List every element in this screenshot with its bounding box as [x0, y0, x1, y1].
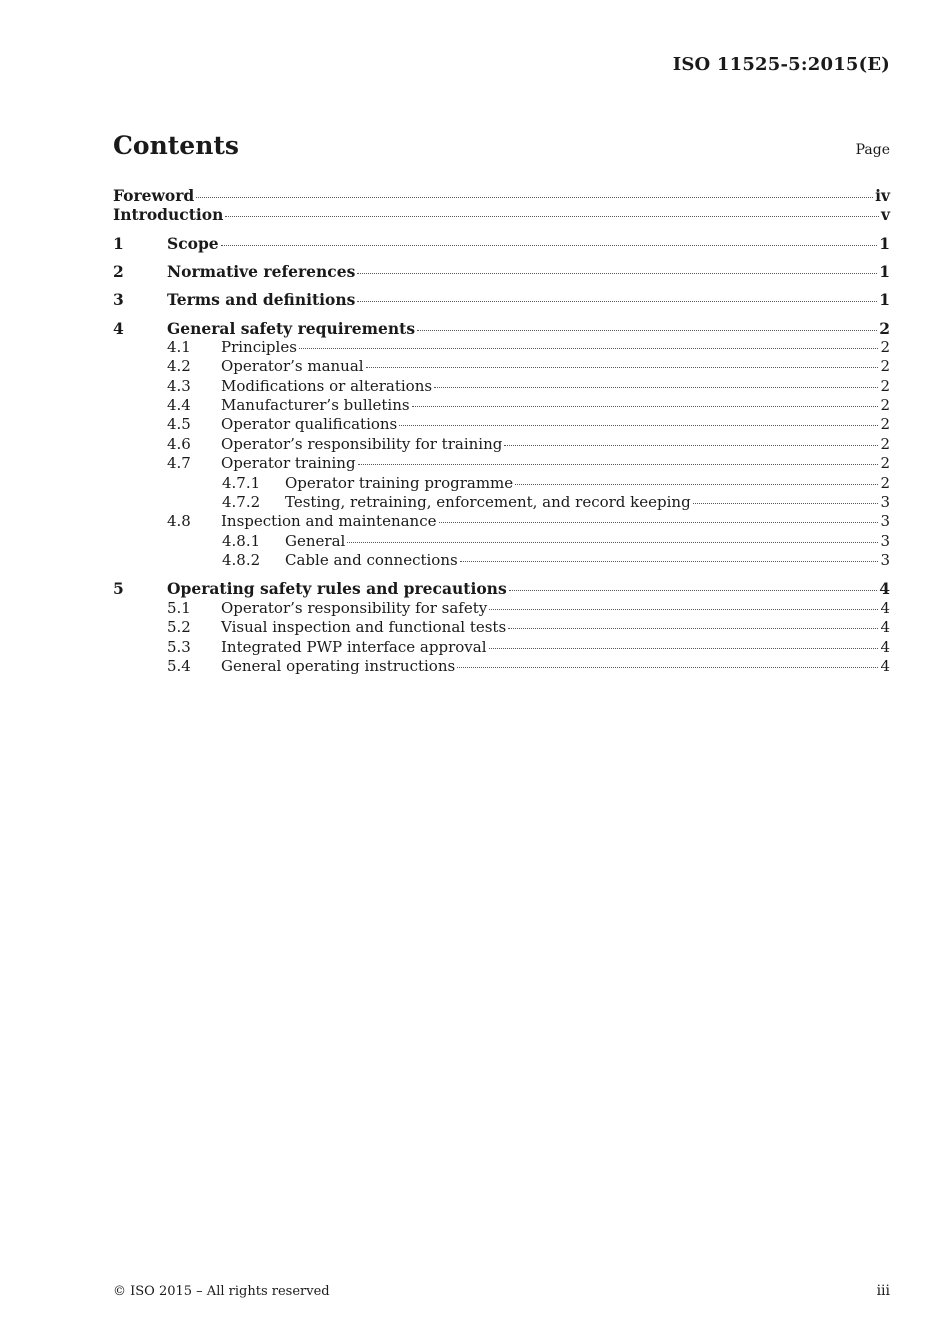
dot-leader	[366, 367, 879, 368]
toc-entry[interactable]	[113, 638, 890, 657]
toc-entry[interactable]	[113, 396, 890, 415]
toc-entry-title: Terms and definitions	[167, 290, 356, 310]
toc-entry-page: 1	[879, 233, 890, 253]
dot-leader	[357, 273, 877, 274]
dot-leader	[299, 348, 879, 349]
toc-entry-title: Cable and connections	[285, 551, 458, 570]
dot-leader	[693, 503, 879, 504]
toc-entry-title: Inspection and maintenance	[221, 512, 437, 531]
toc-entry-page: 3	[880, 512, 890, 531]
toc-entry-title: General operating instructions	[221, 657, 456, 676]
toc-entry-title: Testing, retraining, enforcement, and record keeping	[285, 493, 691, 512]
toc-entry[interactable]	[113, 493, 890, 512]
toc-entry-page: 1	[879, 261, 890, 281]
table-of-contents	[113, 186, 890, 676]
toc-entry[interactable]	[113, 551, 890, 570]
toc-entry[interactable]	[113, 512, 890, 531]
dot-leader	[417, 330, 877, 331]
toc-entry-title: Modifications or alterations	[221, 376, 433, 395]
toc-entry-page: 3	[880, 531, 890, 550]
toc-entry-page: 3	[880, 551, 890, 570]
dot-leader	[221, 245, 878, 246]
toc-entry-title: Operator’s responsibility for training	[221, 434, 503, 453]
toc-entry-page: 2	[880, 376, 890, 395]
toc-entry-number: 5.3	[167, 637, 191, 656]
page-title: Contents	[113, 131, 240, 160]
toc-entry[interactable]	[113, 532, 890, 551]
dot-leader	[196, 197, 873, 198]
toc-entry-page: 3	[880, 493, 890, 512]
toc-entry-title: Visual inspection and functional tests	[221, 618, 507, 637]
toc-entry-page: 4	[880, 637, 890, 656]
toc-entry[interactable]	[113, 290, 890, 309]
dot-leader	[489, 648, 879, 649]
toc-entry-number: 4.7.1	[222, 473, 261, 492]
toc-entry-title: Foreword	[113, 186, 195, 205]
toc-entry-page: 4	[880, 657, 890, 676]
toc-entry-title: Operator training programme	[285, 473, 514, 492]
dot-leader	[357, 301, 877, 302]
toc-entry[interactable]	[113, 454, 890, 473]
dot-leader	[439, 522, 879, 523]
toc-entry-title: Manufacturer’s bulletins	[221, 396, 410, 415]
toc-entry-number: 5.2	[167, 618, 191, 637]
toc-entry[interactable]	[113, 474, 890, 493]
toc-entry-page: 2	[880, 415, 890, 434]
dot-leader	[225, 216, 879, 217]
toc-entry[interactable]	[113, 657, 890, 676]
toc-entry[interactable]	[113, 186, 890, 205]
toc-entry-number: 2	[113, 261, 124, 281]
toc-entry-title: General	[285, 531, 346, 550]
toc-entry-number: 4.6	[167, 434, 191, 453]
toc-entry-number: 3	[113, 290, 124, 310]
toc-entry-title: Operator training	[221, 454, 356, 473]
toc-entry-page: v	[880, 205, 890, 225]
toc-entry-number: 5.1	[167, 598, 191, 617]
toc-entry-page: iv	[875, 186, 890, 205]
toc-entry[interactable]	[113, 338, 890, 357]
toc-entry-number: 5	[113, 579, 124, 599]
toc-entry-number: 4.7	[167, 454, 191, 473]
page-column-label: Page	[855, 142, 890, 158]
toc-entry[interactable]	[113, 262, 890, 281]
dot-leader	[460, 561, 879, 562]
dot-leader	[399, 425, 878, 426]
dot-leader	[509, 590, 878, 591]
toc-entry-title: Introduction	[113, 205, 224, 225]
dot-leader	[358, 464, 879, 465]
toc-entry-number: 4.8.2	[222, 551, 261, 570]
dot-leader	[504, 445, 878, 446]
toc-entry-number: 4.2	[167, 357, 191, 376]
toc-entry-number: 4.1	[167, 337, 191, 356]
dot-leader	[515, 484, 878, 485]
toc-entry-number: 4.8	[167, 512, 191, 531]
dot-leader	[508, 628, 878, 629]
dot-leader	[347, 542, 878, 543]
toc-entry[interactable]	[113, 377, 890, 396]
toc-entry[interactable]	[113, 618, 890, 637]
toc-entry[interactable]	[113, 435, 890, 454]
toc-entry-number: 4.4	[167, 396, 191, 415]
toc-entry-page: 1	[879, 290, 890, 310]
toc-entry-number: 4.8.1	[222, 531, 261, 550]
toc-entry[interactable]	[113, 579, 890, 598]
toc-entry-title: Operating safety rules and precautions	[167, 579, 507, 599]
toc-entry-title: General safety requirements	[167, 318, 416, 338]
toc-entry-page: 2	[880, 337, 890, 356]
toc-entry-number: 4.7.2	[222, 493, 261, 512]
toc-entry-title: Operator qualifications	[221, 415, 398, 434]
toc-entry-title: Operator’s responsibility for safety	[221, 598, 488, 617]
copyright-notice: © ISO 2015 – All rights reserved	[113, 1284, 330, 1299]
toc-entry-number: 4.3	[167, 376, 191, 395]
toc-entry-number: 5.4	[167, 657, 191, 676]
document-id: ISO 11525-5:2015(E)	[672, 54, 890, 75]
toc-entry-title: Integrated PWP interface approval	[221, 637, 487, 656]
toc-entry[interactable]	[113, 234, 890, 253]
dot-leader	[412, 406, 879, 407]
toc-entry-title: Principles	[221, 337, 297, 356]
toc-entry-page: 2	[879, 318, 890, 338]
toc-entry-page: 2	[880, 396, 890, 415]
page-number: iii	[876, 1283, 890, 1299]
toc-entry-number: 4	[113, 318, 124, 338]
toc-entry-page: 2	[880, 473, 890, 492]
toc-entry-page: 4	[880, 598, 890, 617]
toc-entry-title: Operator’s manual	[221, 357, 364, 376]
dot-leader	[489, 609, 878, 610]
toc-entry[interactable]	[113, 599, 890, 618]
toc-entry[interactable]	[113, 357, 890, 376]
toc-entry-number: 4.5	[167, 415, 191, 434]
toc-entry-title: Normative references	[167, 261, 356, 281]
dot-leader	[457, 667, 878, 668]
toc-entry-page: 2	[880, 434, 890, 453]
toc-entry-page: 4	[880, 618, 890, 637]
toc-entry-number: 1	[113, 233, 124, 253]
dot-leader	[434, 387, 878, 388]
toc-entry-page: 2	[880, 357, 890, 376]
toc-entry[interactable]	[113, 205, 890, 224]
toc-entry-page: 4	[879, 579, 890, 599]
toc-entry[interactable]	[113, 415, 890, 434]
toc-entry-title: Scope	[167, 233, 219, 253]
toc-entry[interactable]	[113, 319, 890, 338]
toc-entry-page: 2	[880, 454, 890, 473]
